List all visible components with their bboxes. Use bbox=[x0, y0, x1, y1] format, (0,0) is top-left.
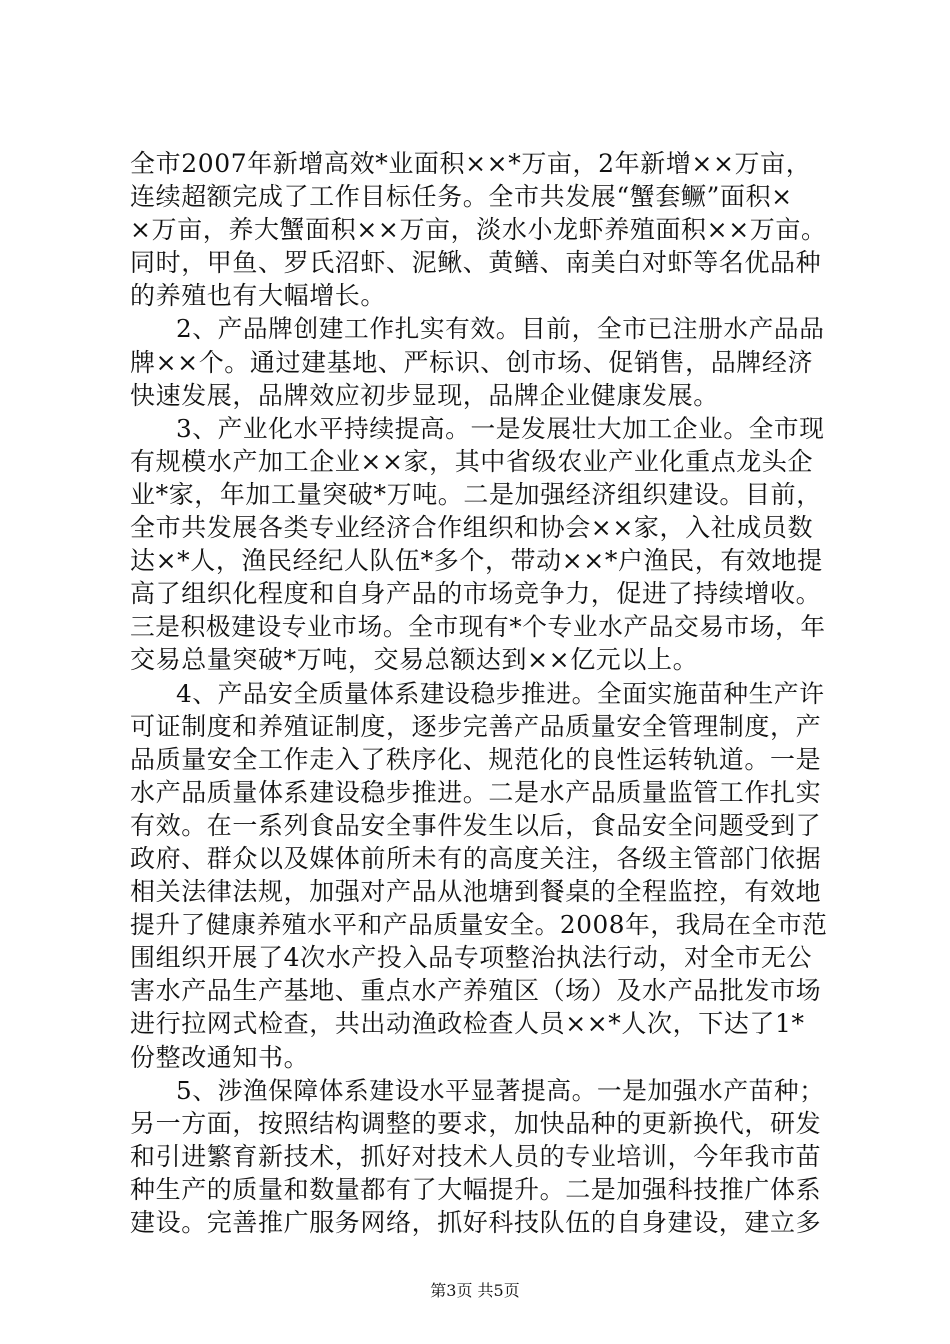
text-line: 3、产业化水平持续提高。一是发展壮大加工企业。全市现 bbox=[176, 413, 825, 443]
document-body bbox=[130, 147, 830, 1239]
page-footer bbox=[0, 1279, 950, 1303]
text-line: 另一方面，按照结构调整的要求，加快品种的更新换代，研发 bbox=[130, 1108, 822, 1138]
text-line: 全市共发展各类专业经济合作组织和协会××家，入社成员数 bbox=[130, 513, 814, 543]
text-line: 快速发展，品牌效应初步显现，品牌企业健康发展。 bbox=[130, 380, 719, 410]
text-line: 2、产品牌创建工作扎实有效。目前，全市已注册水产品品 bbox=[176, 314, 825, 344]
text-line: 业*家，年加工量突破*万吨。二是加强经济组织建设。目前， bbox=[130, 479, 822, 509]
text-line: 份整改通知书。 bbox=[130, 1042, 310, 1072]
text-line: 有效。在一系列食品安全事件发生以后，食品安全问题受到了 bbox=[130, 810, 822, 840]
text-line: 交易总量突破*万吨，交易总额达到××亿元以上。 bbox=[130, 645, 699, 675]
text-line: 和引进繁育新技术，抓好对技术人员的专业培训，今年我市苗 bbox=[130, 1141, 822, 1171]
text-line: 有规模水产加工企业××家，其中省级农业产业化重点龙头企 bbox=[130, 446, 814, 476]
text-line: 围组织开展了4次水产投入品专项整治执法行动，对全市无公 bbox=[130, 943, 813, 973]
text-line: ×万亩，养大蟹面积××万亩，淡水小龙虾养殖面积××万亩。 bbox=[130, 215, 827, 245]
text-line: 5、涉渔保障体系建设水平显著提高。一是加强水产苗种； bbox=[176, 1075, 825, 1105]
text-line: 三是积极建设专业市场。全市现有*个专业水产品交易市场，年 bbox=[130, 612, 826, 642]
text-line: 高了组织化程度和自身产品的市场竞争力，促进了持续增收。 bbox=[130, 579, 822, 609]
text-line: 建设。完善推广服务网络，抓好科技队伍的自身建设，建立多 bbox=[130, 1208, 822, 1237]
text-line: 达×*人，渔民经纪人队伍*多个，带动××*户渔民，有效地提 bbox=[130, 546, 823, 576]
text-line: 品质量安全工作走入了秩序化、规范化的良性运转轨道。一是 bbox=[130, 744, 822, 774]
text-line: 4、产品安全质量体系建设稳步推进。全面实施苗种生产许 bbox=[176, 678, 825, 708]
text-line: 政府、群众以及媒体前所未有的高度关注，各级主管部门依据 bbox=[130, 843, 822, 873]
page-number-label: 第3页 共5页 bbox=[430, 1281, 520, 1300]
text-line: 提升了健康养殖水平和产品质量安全。2008年，我局在全市范 bbox=[130, 910, 828, 940]
text-line: 连续超额完成了工作目标任务。全市共发展“蟹套鳜”面积× bbox=[130, 182, 793, 212]
text-line: 害水产品生产基地、重点水产养殖区（场）及水产品批发市场 bbox=[130, 976, 822, 1006]
text-line: 种生产的质量和数量都有了大幅提升。二是加强科技推广体系 bbox=[130, 1174, 822, 1204]
text-line: 进行拉网式检查，共出动渔政检查人员××*人次，下达了1* bbox=[130, 1009, 805, 1039]
text-line: 的养殖也有大幅增长。 bbox=[130, 281, 387, 311]
text-line: 水产品质量体系建设稳步推进。二是水产品质量监管工作扎实 bbox=[130, 777, 822, 807]
text-line: 同时，甲鱼、罗氏沼虾、泥鳅、黄鳝、南美白对虾等名优品种 bbox=[130, 248, 822, 278]
text-line: 全市2007年新增高效*业面积××*万亩，2年新增××万亩， bbox=[130, 149, 812, 178]
text-line: 牌××个。通过建基地、严标识、创市场、促销售，品牌经济 bbox=[130, 347, 814, 377]
text-line: 可证制度和养殖证制度，逐步完善产品质量安全管理制度，产 bbox=[130, 711, 822, 741]
text-line: 相关法律法规，加强对产品从池塘到餐桌的全程监控，有效地 bbox=[130, 877, 822, 907]
